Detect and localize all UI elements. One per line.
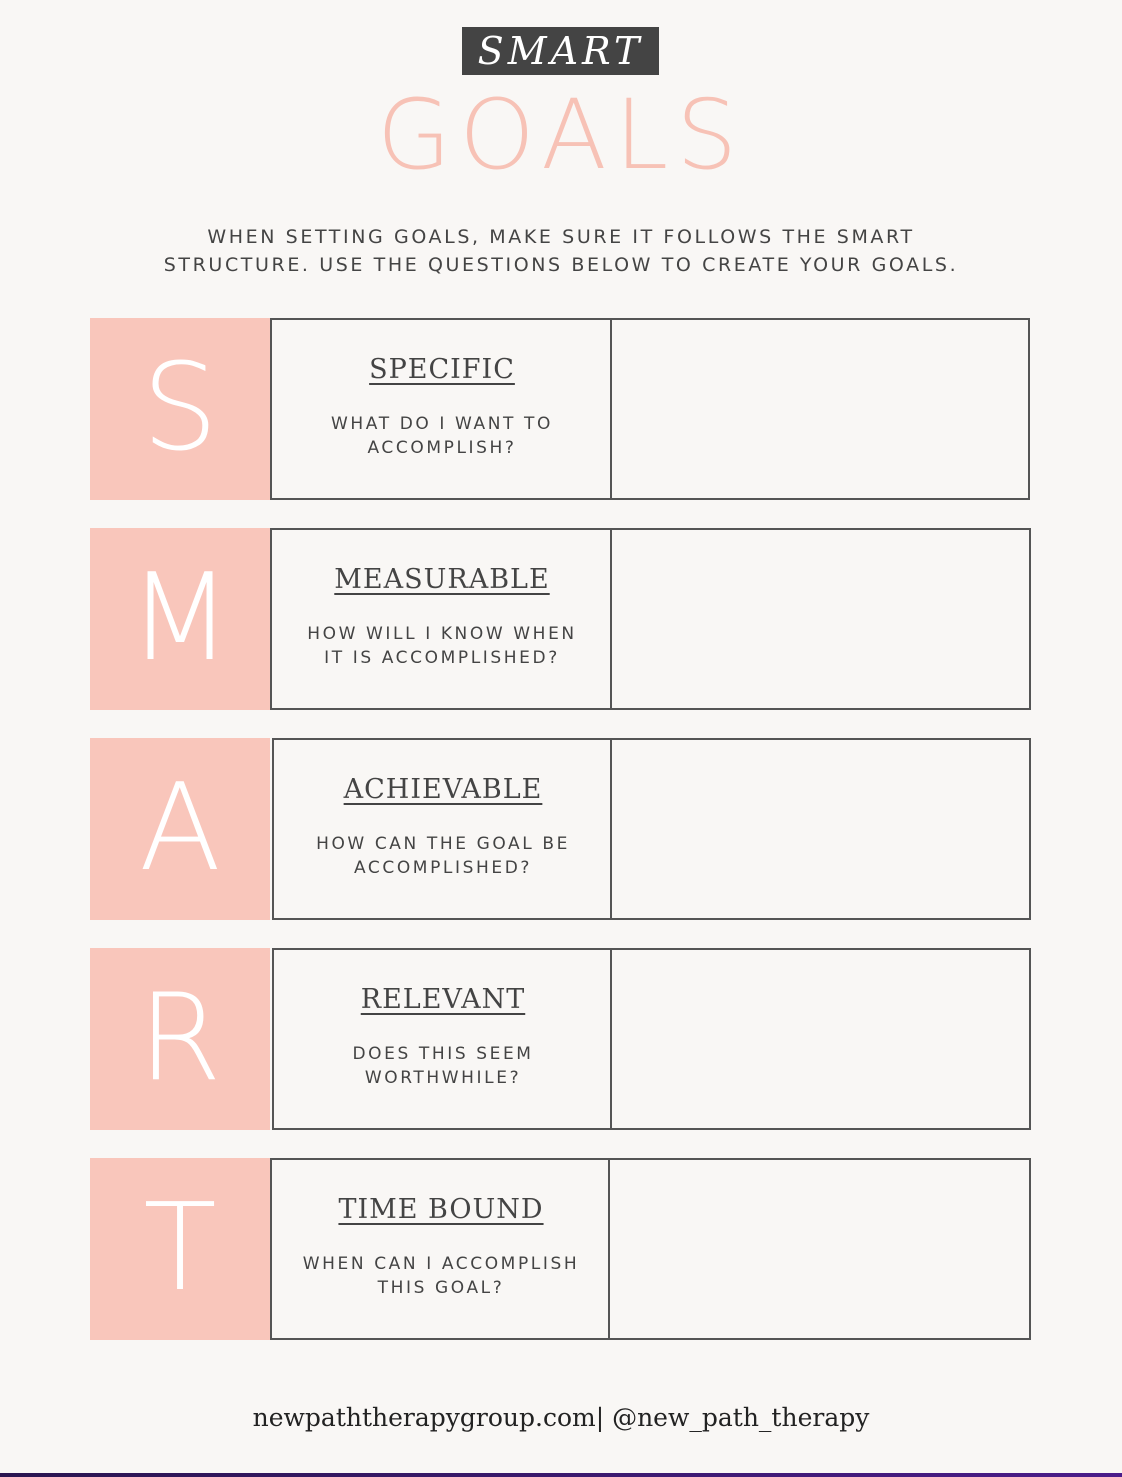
- question-line-1: WHEN CAN I ACCOMPLISH: [302, 1254, 580, 1274]
- question-line-2: IT IS ACCOMPLISHED?: [324, 648, 560, 668]
- term-achievable: ACHIEVABLE: [343, 774, 543, 805]
- answer-box-specific[interactable]: [610, 318, 1030, 500]
- answer-box-achievable[interactable]: [610, 738, 1031, 920]
- letter-block-s: S: [90, 318, 270, 500]
- question-line-1: HOW WILL I KNOW WHEN: [307, 624, 577, 644]
- smart-badge: SMART: [462, 27, 659, 75]
- letter-block-a: A: [90, 738, 270, 920]
- footer-contact: newpaththerapygroup.com| @new_path_therapy: [252, 1403, 870, 1432]
- question-time-bound: [272, 1252, 610, 1300]
- intro-line-1: WHEN SETTING GOALS, MAKE SURE IT FOLLOWS THE SMART: [207, 226, 915, 248]
- question-line-1: WHAT DO I WANT TO: [331, 414, 553, 434]
- question-line-2: ACCOMPLISHED?: [353, 858, 533, 878]
- letter-block-m: M: [90, 528, 270, 710]
- smart-row-time-bound: [90, 1158, 1031, 1340]
- term-relevant: RELEVANT: [360, 984, 526, 1015]
- page-title: GOALS: [376, 79, 746, 191]
- question-line-2: WORTHWHILE?: [364, 1068, 522, 1088]
- answer-box-relevant[interactable]: [610, 948, 1031, 1130]
- term-measurable: MEASURABLE: [334, 564, 550, 595]
- label-box-specific: [270, 318, 612, 500]
- question-line-1: DOES THIS SEEM: [352, 1044, 534, 1064]
- intro-line-2: STRUCTURE. USE THE QUESTIONS BELOW TO CREATE YOUR GOALS.: [163, 254, 959, 276]
- question-line-2: THIS GOAL?: [377, 1278, 505, 1298]
- question-line-2: ACCOMPLISH?: [367, 438, 517, 458]
- bottom-divider: [0, 1473, 1122, 1477]
- intro-text: [0, 223, 1122, 279]
- answer-box-measurable[interactable]: [610, 528, 1031, 710]
- question-relevant: [274, 1042, 612, 1090]
- smart-row-measurable: [90, 528, 1031, 710]
- question-line-1: HOW CAN THE GOAL BE: [316, 834, 570, 854]
- label-box-relevant: [272, 948, 612, 1130]
- question-achievable: [274, 832, 612, 880]
- smart-row-achievable: [90, 738, 1031, 920]
- question-specific: [272, 412, 612, 460]
- letter-block-t: T: [90, 1158, 270, 1340]
- label-box-achievable: [272, 738, 612, 920]
- answer-box-time-bound[interactable]: [608, 1158, 1031, 1340]
- question-measurable: [272, 622, 612, 670]
- term-time-bound: TIME BOUND: [338, 1194, 544, 1225]
- term-specific: SPECIFIC: [369, 354, 515, 385]
- label-box-time-bound: [270, 1158, 610, 1340]
- letter-block-r: R: [90, 948, 270, 1130]
- smart-row-specific: [90, 318, 1031, 500]
- label-box-measurable: [270, 528, 612, 710]
- smart-row-relevant: [90, 948, 1031, 1130]
